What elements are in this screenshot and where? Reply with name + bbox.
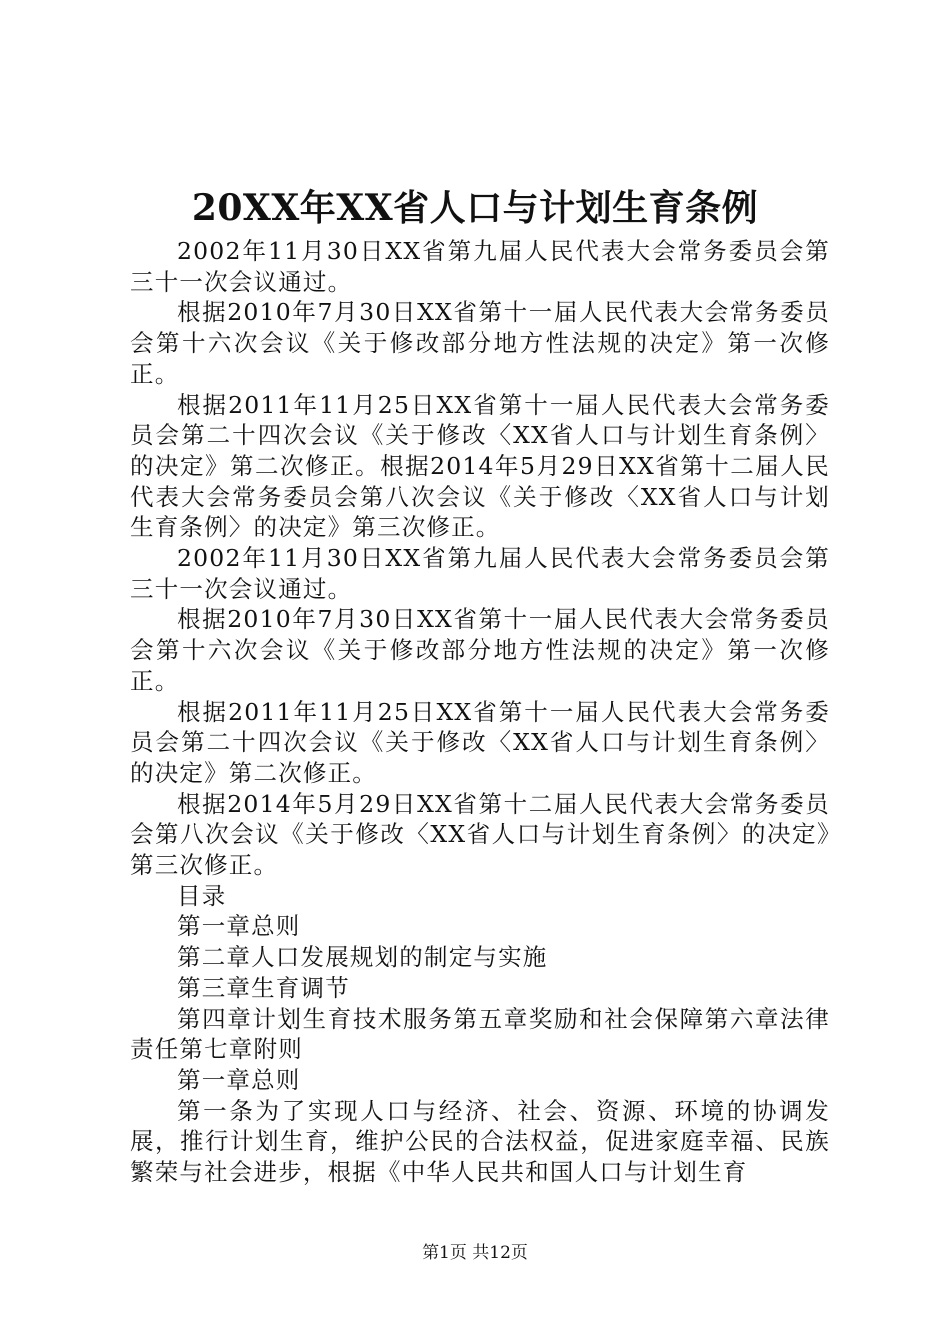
paragraph: 根据2010年7月30日XX省第十一届人民代表大会常务委员会第十六次会议《关于修改部分地方性法规的决定》第一次修正。 xyxy=(130,298,830,388)
document-body xyxy=(130,236,830,1188)
chapter-heading: 第一章总则 xyxy=(177,1065,301,1094)
paragraph: 2002年11月30日XX省第九届人民代表大会常务委员会第三十一次会议通过。 xyxy=(130,237,830,296)
paragraph: 根据2011年11月25日XX省第十一届人民代表大会常务委员会第二十四次会议《关于修改〈XX省人口与计划生育条例〉的决定》第二次修正。 xyxy=(130,697,830,787)
paragraph: 根据2010年7月30日XX省第十一届人民代表大会常务委员会第十六次会议《关于修改部分地方性法规的决定》第一次修正。 xyxy=(130,605,830,695)
toc-heading: 目录 xyxy=(177,881,227,910)
page-number: 第1页 共12页 xyxy=(422,1243,528,1263)
toc-item: 第三章生育调节 xyxy=(177,973,350,1002)
document-title: 20XX年XX省人口与计划生育条例 xyxy=(191,187,759,229)
toc-item: 第一章总则 xyxy=(177,912,301,941)
paragraph: 2002年11月30日XX省第九届人民代表大会常务委员会第三十一次会议通过。 xyxy=(130,544,830,603)
paragraph: 根据2014年5月29日XX省第十二届人民代表大会常务委员会第八次会议《关于修改〈XX省人口与计划生育条例〉的决定》第三次修正。 xyxy=(130,789,830,880)
toc-item: 第四章计划生育技术服务第五章奖励和社会保障第六章法律责任第七章附则 xyxy=(130,1004,830,1064)
article-paragraph: 第一条为了实现人口与经济、社会、资源、环境的协调发展，推行计划生育，维护公民的合法权益，促进家庭幸福、民族繁荣与社会进步，根据《中华人民共和国人口与计划生育 xyxy=(130,1096,830,1187)
toc-item: 第二章人口发展规划的制定与实施 xyxy=(177,943,548,972)
paragraph: 根据2011年11月25日XX省第十一届人民代表大会常务委员会第二十四次会议《关于修改〈XX省人口与计划生育条例〉的决定》第二次修正。根据2014年5月29日XX省第十二届人民代表大会常务委员会第八次会议《关于修改〈XX省人口与计划生育条例〉的决定》第三次修正。 xyxy=(130,390,830,542)
